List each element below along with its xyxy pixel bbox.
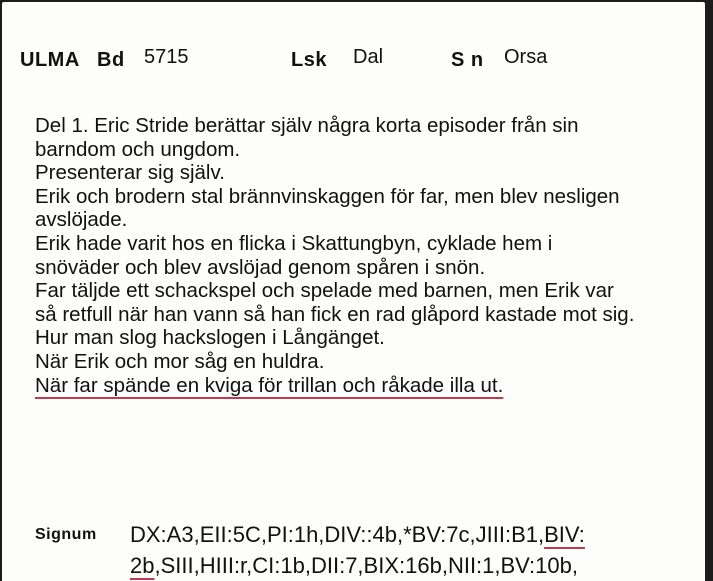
card-description <box>35 114 695 397</box>
sn-value: Orsa <box>504 46 548 68</box>
signum-label: Signum <box>35 526 97 543</box>
archive-label: ULMA <box>20 49 80 71</box>
description-line-wrapper <box>35 374 695 398</box>
description-line: När Erik och mor såg en huldra. <box>35 349 325 373</box>
description-line: barndom och ungdom. <box>35 137 241 161</box>
description-line: Del 1. Eric Stride berättar själv några korta episoder från sin <box>35 114 579 137</box>
signum-codes-a: DX:A3,EII:5C,PI:1h,DIV::4b,*BV:7c,JIII:B1, <box>130 522 545 547</box>
scan-edge <box>705 0 713 581</box>
description-line-underlined: När far spände en kviga för trillan och råkade illa ut. <box>35 373 504 397</box>
description-line: så retfull när han vann så han fick en rad glåpord kastade mot sig. <box>35 302 635 326</box>
signum-code-underlined: BIV: <box>544 522 585 547</box>
archive-card <box>2 2 705 581</box>
bd-label: Bd <box>97 49 125 71</box>
sn-label: S n <box>451 49 484 71</box>
description-line: snöväder och blev avslöjad genom spåren i snön. <box>35 255 486 279</box>
bd-value: 5715 <box>144 46 189 68</box>
description-line: Erik och brodern stal brännvinskaggen för far, men blev nesligen <box>35 184 620 208</box>
signum-code-underlined-2: 2b <box>130 553 155 578</box>
lsk-value: Dal <box>353 46 384 68</box>
description-line: Far täljde ett schackspel och spelade med barnen, men Erik var <box>35 279 614 303</box>
signum-codes <box>130 519 700 581</box>
signum-codes-b: ,SIII,HIII:r,CI:1b,DII:7,BIX:16b,NII:1,BV:10b, <box>154 553 578 578</box>
description-line: Presenterar sig själv. <box>35 161 225 185</box>
description-line: Hur man slog hackslogen i Långänget. <box>35 326 385 350</box>
lsk-label: Lsk <box>291 49 327 71</box>
signum-line-2 <box>130 550 700 581</box>
description-line: avslöjade. <box>35 208 128 232</box>
card-header <box>20 46 700 76</box>
description-line: Erik hade varit hos en flicka i Skattungbyn, cyklade hem i <box>35 231 553 255</box>
signum-line-1 <box>130 519 700 550</box>
